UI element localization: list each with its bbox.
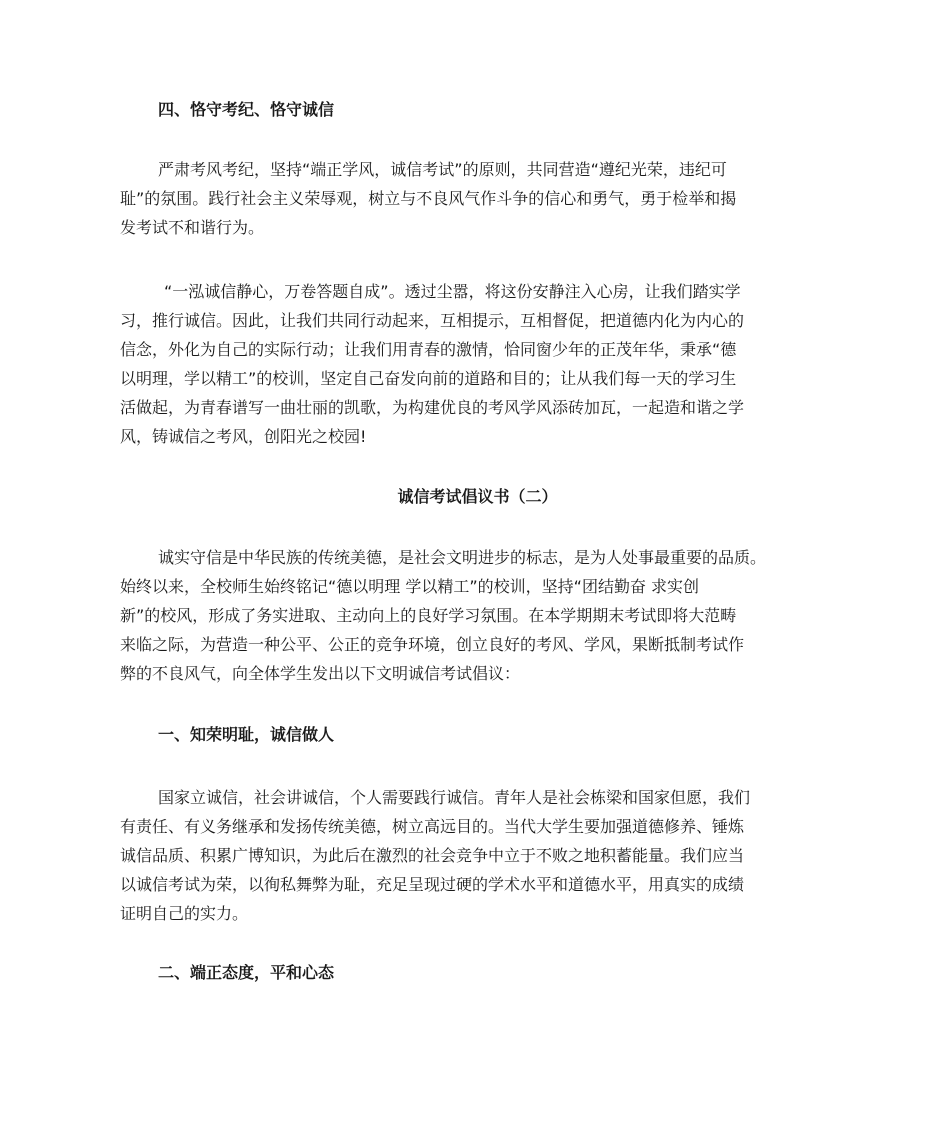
paragraph-line: 证明自己的实力。	[120, 904, 249, 923]
paragraph-line: 信念，外化为自己的实际行动；让我们用青春的激情，恰同窗少年的正茂年华，秉承“德	[120, 340, 737, 359]
paragraph-line: 严肃考风考纪，坚持“端正学风，诚信考试”的原则，共同营造“遵纪光荣，违纪可	[158, 160, 727, 179]
paragraph-line: 来临之际，为营造一种公平、公正的竞争环境，创立良好的考风、学风，果断抵制考试作	[120, 635, 745, 654]
paragraph-line: 耻”的氛围。践行社会主义荣辱观，树立与不良风气作斗争的信心和勇气，勇于检举和揭	[120, 189, 737, 208]
paragraph-line: 以明理，学以精工”的校训，坚定自己奋发向前的道路和目的；让从我们每一天的学习生	[120, 369, 737, 388]
closing-paragraph	[120, 277, 835, 451]
paragraph-line: 风，铸诚信之考风，创阳光之校园!	[120, 427, 367, 446]
paragraph-line: 诚实守信是中华民族的传统美德，是社会文明进步的标志，是为人处事最重要的品质。	[158, 548, 767, 567]
intro-paragraph	[120, 543, 835, 688]
paragraph-line: “一泓诚信静心，万卷答题自成”。透过尘嚣，将这份安静注入心房，让我们踏实学	[164, 282, 741, 301]
section-one-paragraph	[120, 783, 835, 928]
document-title: 诚信考试倡议书（二）	[397, 487, 558, 506]
paragraph-line: 活做起，为青春谱写一曲壮丽的凯歌，为构建优良的考风学风添砖加瓦，一起造和谐之学	[120, 398, 745, 417]
paragraph-line: 始终以来，全校师生始终铭记“德以明理 学以精工”的校训，坚持“团结勤奋 求实创	[120, 577, 700, 596]
section-four-heading: 四、恪守考纪、恪守诚信	[158, 100, 335, 119]
paragraph-line: 国家立诚信，社会讲诚信，个人需要践行诚信。青年人是社会栋梁和国家但愿，我们	[158, 788, 751, 807]
section-one-heading: 一、知荣明耻，诚信做人	[158, 725, 335, 744]
paragraph-line: 新”的校风，形成了务实进取、主动向上的良好学习氛围。在本学期期末考试即将大范畴	[120, 606, 737, 625]
paragraph-line: 以诚信考试为荣，以徇私舞弊为耻，充足呈现过硬的学术水平和道德水平，用真实的成绩	[120, 875, 745, 894]
paragraph-line: 习，推行诚信。因此，让我们共同行动起来，互相提示，互相督促，把道德内化为内心的	[120, 311, 745, 330]
paragraph-line: 发考试不和谐行为。	[120, 218, 265, 237]
section-two-heading: 二、端正态度，平和心态	[158, 963, 335, 982]
section-four-paragraph	[120, 155, 835, 242]
paragraph-line: 弊的不良风气，向全体学生发出以下文明诚信考试倡议：	[120, 664, 521, 683]
paragraph-line: 诚信品质、积累广博知识，为此后在激烈的社会竞争中立于不败之地积蓄能量。我们应当	[120, 846, 745, 865]
paragraph-line: 有责任、有义务继承和发扬传统美德，树立高远目的。当代大学生要加强道德修养、锤炼	[120, 817, 745, 836]
